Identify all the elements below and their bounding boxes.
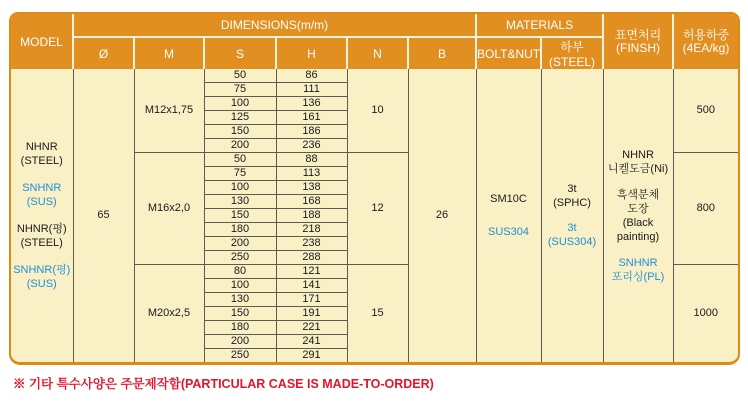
footnote: ※ 기타 특수사양은 주문제작함(PARTICULAR CASE IS MADE-TO-ORDER): [13, 377, 434, 391]
header-materials: MATERIALS: [476, 14, 603, 37]
cell-s: 150: [204, 307, 276, 321]
cell-diameter: 65: [73, 69, 134, 362]
cell-h: 141: [276, 279, 347, 293]
cell-h: 171: [276, 293, 347, 307]
cell-finish: [603, 69, 673, 362]
header-finish-line1: 표면처리: [614, 27, 662, 42]
cell-m-group3: M20x2,5: [134, 265, 204, 363]
cell-h: 138: [276, 181, 347, 195]
model-nhnr-flat-steel: NHNR(평) (STEEL): [16, 223, 67, 249]
cell-s: 125: [204, 111, 276, 125]
cell-s: 250: [204, 349, 276, 363]
header-load-line2: (4EA/kg): [682, 40, 730, 55]
cell-load-group1: 500: [673, 69, 738, 153]
cell-load-group3: 1000: [673, 265, 738, 363]
cell-h: 121: [276, 265, 347, 279]
model-snhnr-flat-sus: SNHNR(평) (SUS): [13, 264, 71, 290]
cell-h: 86: [276, 69, 347, 83]
cell-s: 250: [204, 251, 276, 265]
cell-s: 130: [204, 293, 276, 307]
cell-s: 150: [204, 125, 276, 139]
header-row-1: [11, 14, 738, 37]
cell-s: 80: [204, 265, 276, 279]
cell-s: 50: [204, 69, 276, 83]
cell-s: 180: [204, 321, 276, 335]
cell-h: 136: [276, 97, 347, 111]
finish-nickel: NHNR 니켈도금(Ni): [607, 148, 669, 175]
cell-s: 50: [204, 153, 276, 167]
header-model: MODEL: [11, 14, 73, 69]
cell-s: 100: [204, 181, 276, 195]
cell-h: 168: [276, 195, 347, 209]
cell-h: 241: [276, 335, 347, 349]
cell-h: 238: [276, 237, 347, 251]
table-row: [11, 69, 738, 83]
cell-s: 200: [204, 237, 276, 251]
cell-model: [11, 69, 73, 362]
bolt-nut-steel: SM10C: [490, 193, 527, 205]
cell-h: 218: [276, 223, 347, 237]
cell-h: 186: [276, 125, 347, 139]
cell-h: 188: [276, 209, 347, 223]
cell-h: 288: [276, 251, 347, 265]
cell-load-group2: 800: [673, 153, 738, 265]
header-dimensions: DIMENSIONS(m/m): [73, 14, 476, 37]
header-finish: [603, 14, 673, 69]
cell-n-group1: 10: [347, 69, 408, 153]
cell-h: 88: [276, 153, 347, 167]
header-col-n: N: [347, 37, 408, 69]
cell-n-group3: 15: [347, 265, 408, 363]
model-nhnr-steel: NHNR (STEEL): [20, 141, 63, 167]
cell-s: 100: [204, 279, 276, 293]
cell-m-group2: M16x2,0: [134, 153, 204, 265]
cell-h: 191: [276, 307, 347, 321]
header-col-m: M: [134, 37, 204, 69]
header-col-boltnut: BOLT&NUT: [476, 37, 541, 69]
cell-h: 291: [276, 349, 347, 363]
cell-s: 75: [204, 167, 276, 181]
cell-s: 130: [204, 195, 276, 209]
header-col-h: H: [276, 37, 347, 69]
cell-s: 75: [204, 83, 276, 97]
cell-lower-steel: [541, 69, 603, 362]
cell-n-group2: 12: [347, 153, 408, 265]
cell-b: 26: [408, 69, 476, 362]
table-body: [11, 69, 738, 362]
cell-h: 221: [276, 321, 347, 335]
header-col-s: S: [204, 37, 276, 69]
cell-h: 236: [276, 139, 347, 153]
cell-s: 150: [204, 209, 276, 223]
model-snhnr-sus: SNHNR (SUS): [22, 182, 62, 208]
lower-sphc: 3t (SPHC): [553, 183, 591, 209]
cell-h: 113: [276, 167, 347, 181]
spec-table: [11, 14, 738, 362]
cell-s: 180: [204, 223, 276, 237]
lower-sus304: 3t (SUS304): [547, 222, 597, 248]
cell-s: 200: [204, 139, 276, 153]
finish-polishing: SNHNR 포리싱(PL): [611, 256, 665, 283]
table-header: [11, 14, 738, 69]
cell-m-group1: M12x1,75: [134, 69, 204, 153]
cell-bolt-nut: [476, 69, 541, 362]
cell-s: 100: [204, 97, 276, 111]
cell-h: 111: [276, 83, 347, 97]
bolt-nut-sus: SUS304: [488, 226, 529, 238]
header-load-line1: 허용하중: [682, 27, 730, 42]
spec-table-container: [9, 12, 740, 365]
header-finish-line2: (FINSH): [616, 40, 661, 55]
header-col-diameter: Ø: [73, 37, 134, 69]
header-load: [673, 14, 738, 69]
cell-s: 200: [204, 335, 276, 349]
finish-black-painting: 흑색분체 도장 (Black painting): [616, 188, 660, 243]
cell-h: 161: [276, 111, 347, 125]
header-col-lower-steel: 하부(STEEL): [541, 37, 603, 69]
header-col-b: B: [408, 37, 476, 69]
